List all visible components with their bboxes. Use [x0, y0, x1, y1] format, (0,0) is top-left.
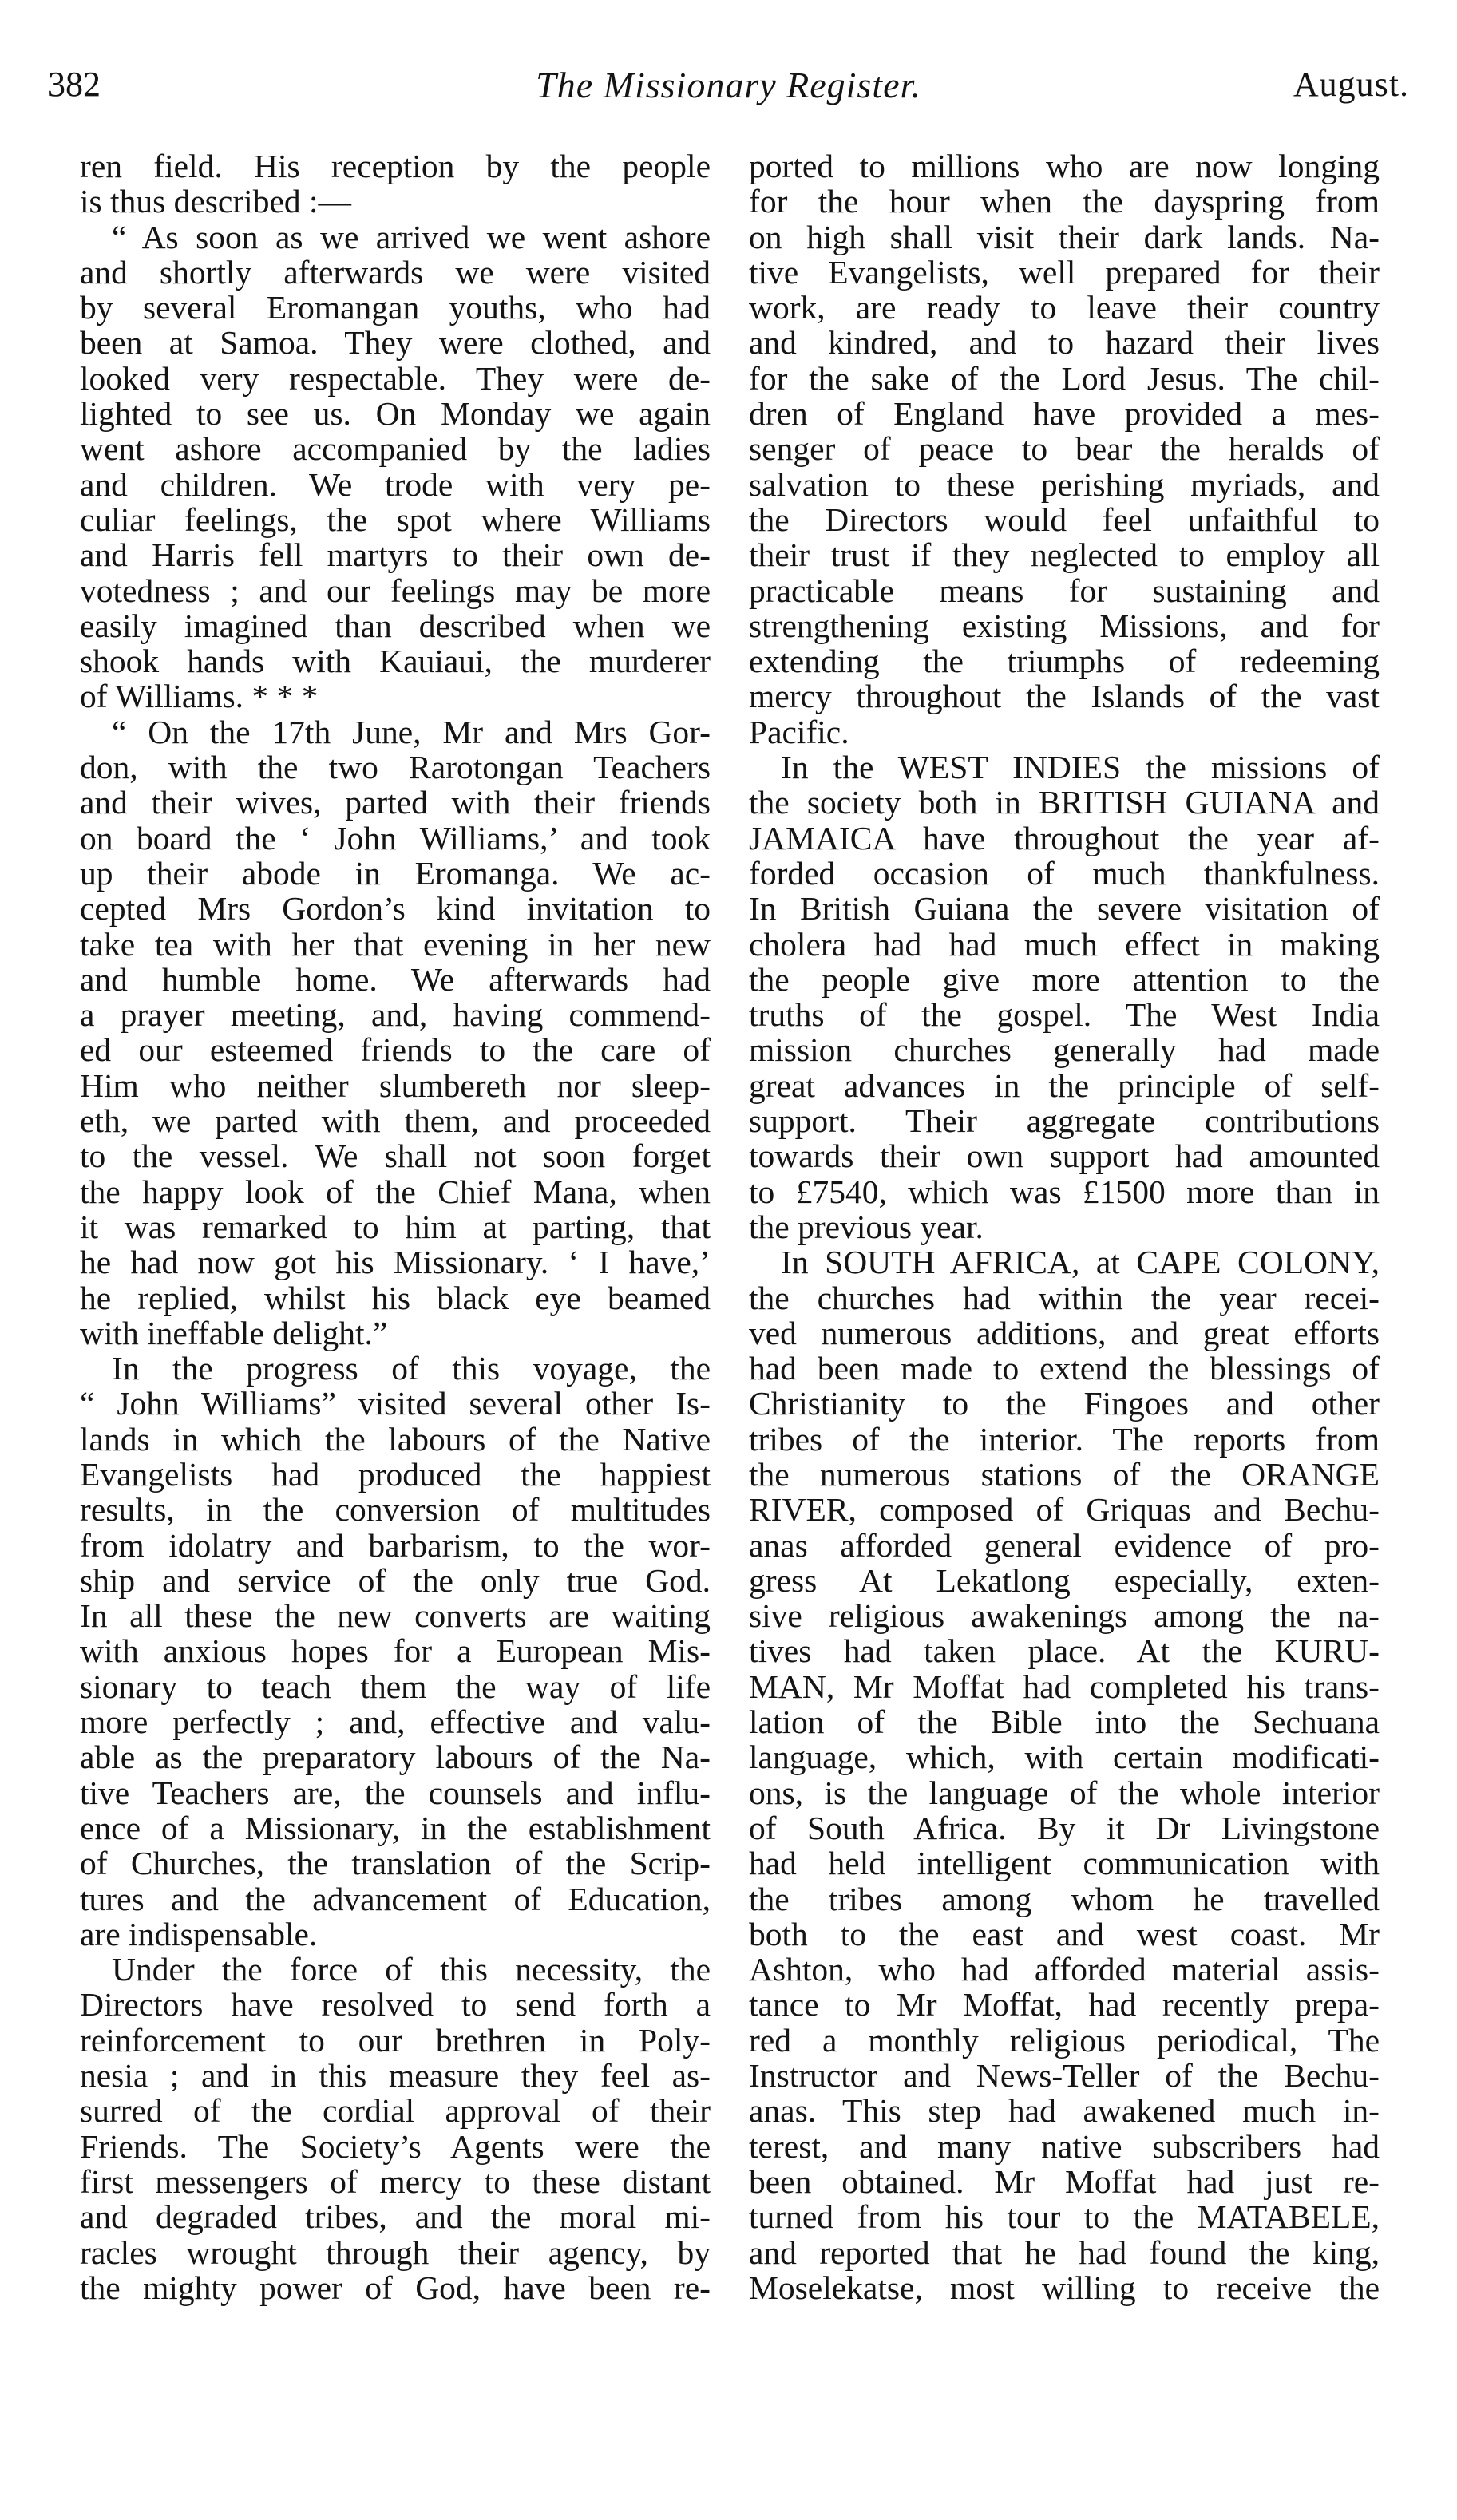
running-header	[48, 64, 1409, 112]
text-line: Moselekatse, most willing to receive the	[749, 2269, 1380, 2306]
text-line: for the sake of the Lord Jesus. The chil-	[749, 359, 1380, 397]
text-line: cholera had had much effect in making	[749, 925, 1380, 963]
text-line: of Williams. * * *	[80, 678, 319, 715]
text-line: In all these the new converts are waiting	[80, 1597, 711, 1635]
text-line: to £7540, which was £1500 more than in	[749, 1173, 1380, 1210]
text-line: senger of peace to bear the heralds of	[749, 430, 1380, 468]
text-line: to the vessel. We shall not soon forget	[80, 1137, 711, 1175]
text-line: towards their own support had amounted	[749, 1137, 1380, 1175]
text-line: dren of England have provided a mes-	[749, 395, 1380, 433]
text-line: anas. This step had awakened much in-	[749, 2092, 1380, 2130]
text-line: on board the ‘ John Williams,’ and took	[80, 819, 711, 856]
text-line: salvation to these perishing myriads, and	[749, 465, 1380, 503]
text-line: of South Africa. By it Dr Livingstone	[749, 1809, 1380, 1846]
page-number: 382	[48, 65, 101, 104]
text-line: the mighty power of God, have been re-	[80, 2269, 711, 2306]
text-line: the previous year.	[749, 1208, 984, 1245]
text-line: Christianity to the Fingoes and other	[749, 1385, 1380, 1422]
text-line: tives had taken place. At the KURU-	[749, 1632, 1380, 1670]
text-line: the Directors would feel unfaithful to	[749, 500, 1380, 538]
text-line: both to the east and west coast. Mr	[749, 1915, 1380, 1952]
text-line: and children. We trode with very pe-	[80, 465, 711, 503]
text-line: by several Eromangan youths, who had	[80, 289, 711, 326]
text-line: tures and the advancement of Education,	[80, 1880, 711, 1917]
text-line: easily imagined than described when we	[80, 607, 711, 644]
text-line: support. Their aggregate contributions	[749, 1102, 1380, 1140]
text-line: culiar feelings, the spot where Williams	[80, 500, 711, 538]
text-line: votedness ; and our feelings may be more	[80, 572, 711, 609]
text-line: Pacific.	[749, 713, 849, 750]
text-line: more perfectly ; and, effective and valu-	[80, 1703, 711, 1741]
text-line: Him who neither slumbereth nor sleep-	[80, 1066, 711, 1104]
journal-title: The Missionary Register.	[536, 65, 921, 105]
text-line: and Harris fell martyrs to their own de-	[80, 536, 711, 574]
text-line: the churches had within the year recei-	[749, 1279, 1380, 1316]
text-line: and shortly afterwards we were visited	[80, 253, 711, 291]
text-line: “ As soon as we arrived we went ashore	[112, 218, 711, 255]
text-line: he had now got his Missionary. ‘ I have,’	[80, 1244, 711, 1281]
text-line: don, with the two Rarotongan Teachers	[80, 749, 711, 786]
text-line: results, in the conversion of multitudes	[80, 1491, 711, 1529]
text-line: from idolatry and barbarism, to the wor-	[80, 1526, 711, 1564]
text-line: and degraded tribes, and the moral mi-	[80, 2198, 711, 2236]
text-line: able as the preparatory labours of the Na-	[80, 1739, 711, 1776]
text-line: their trust if they neglected to employ all	[749, 536, 1380, 574]
text-line: the happy look of the Chief Mana, when	[80, 1173, 711, 1210]
text-line: went ashore accompanied by the ladies	[80, 430, 711, 468]
text-line: the numerous stations of the ORANGE	[749, 1455, 1380, 1493]
text-line: up their abode in Eromanga. We ac-	[80, 854, 711, 892]
text-line: sive religious awakenings among the na-	[749, 1597, 1380, 1635]
text-line: Instructor and News-Teller of the Bechu-	[749, 2057, 1380, 2095]
text-line: for the hour when the dayspring from	[749, 183, 1380, 220]
text-line: MAN, Mr Moffat had completed his trans-	[749, 1667, 1380, 1705]
text-line: lands in which the labours of the Native	[80, 1420, 711, 1458]
text-line: and kindred, and to hazard their lives	[749, 324, 1380, 362]
text-line: Friends. The Society’s Agents were the	[80, 2127, 711, 2165]
text-line: first messengers of mercy to these distant	[80, 2162, 711, 2200]
text-line: been at Samoa. They were clothed, and	[80, 324, 711, 362]
text-line: In the WEST INDIES the missions of	[781, 749, 1380, 786]
text-line: he replied, whilst his black eye beamed	[80, 1279, 711, 1316]
text-line: nesia ; and in this measure they feel as-	[80, 2057, 711, 2095]
text-line: Directors have resolved to send forth a	[80, 1986, 711, 2024]
text-line: mercy throughout the Islands of the vast	[749, 678, 1380, 715]
text-line: truths of the gospel. The West India	[749, 996, 1380, 1034]
text-line: language, which, with certain modificati-	[749, 1739, 1380, 1776]
text-line: tance to Mr Moffat, had recently prepa-	[749, 1986, 1380, 2024]
text-line: had been made to extend the blessings of	[749, 1350, 1380, 1387]
text-line: strengthening existing Missions, and for	[749, 607, 1380, 644]
text-line: eth, we parted with them, and proceeded	[80, 1102, 711, 1140]
text-line: it was remarked to him at parting, that	[80, 1208, 711, 1245]
text-line: looked very respectable. They were de-	[80, 359, 711, 397]
text-line: In the progress of this voyage, the	[112, 1350, 711, 1387]
text-line: mission churches generally had made	[749, 1031, 1380, 1069]
text-line: gress At Lekatlong especially, exten-	[749, 1561, 1380, 1599]
text-line: the society both in BRITISH GUIANA and	[749, 784, 1380, 821]
text-line: terest, and many native subscribers had	[749, 2127, 1380, 2165]
text-line: ported to millions who are now longing	[749, 148, 1380, 184]
text-line: ved numerous additions, and great efforts	[749, 1314, 1380, 1351]
text-line: turned from his tour to the MATABELE,	[749, 2198, 1380, 2236]
text-line: Under the force of this necessity, the	[112, 1951, 711, 1988]
text-line: ren field. His reception by the people	[80, 148, 711, 184]
text-line: shook hands with Kauiaui, the murderer	[80, 643, 711, 680]
text-line: tive Evangelists, well prepared for their	[749, 253, 1380, 291]
text-line: cepted Mrs Gordon’s kind invitation to	[80, 890, 711, 928]
text-line: Ashton, who had afforded material assis-	[749, 1951, 1380, 1988]
text-line: reinforcement to our brethren in Poly-	[80, 2021, 711, 2059]
right-text-column	[749, 148, 1380, 2495]
text-line: surred of the cordial approval of their	[80, 2092, 711, 2130]
text-line: with anxious hopes for a European Mis-	[80, 1632, 711, 1670]
text-line: is thus described :—	[80, 183, 352, 220]
text-line: ship and service of the only true God.	[80, 1561, 711, 1599]
text-line: racles wrought through their agency, by	[80, 2233, 711, 2271]
text-line: been obtained. Mr Moffat had just re-	[749, 2162, 1380, 2200]
text-line: work, are ready to leave their country	[749, 289, 1380, 326]
text-line: the tribes among whom he travelled	[749, 1880, 1380, 1917]
text-line: lation of the Bible into the Sechuana	[749, 1703, 1380, 1741]
header-month: August.	[1293, 65, 1409, 104]
text-line: In SOUTH AFRICA, at CAPE COLONY,	[781, 1244, 1380, 1281]
text-line: on high shall visit their dark lands. Na-	[749, 218, 1380, 255]
text-line: “ John Williams” visited several other Is-	[80, 1385, 711, 1422]
text-line: are indispensable.	[80, 1915, 318, 1952]
text-line: tribes of the interior. The reports from	[749, 1420, 1380, 1458]
text-line: Evangelists had produced the happiest	[80, 1455, 711, 1493]
text-line: and their wives, parted with their friends	[80, 784, 711, 821]
text-line: extending the triumphs of redeeming	[749, 643, 1380, 680]
text-line: the people give more attention to the	[749, 960, 1380, 998]
text-line: “ On the 17th June, Mr and Mrs Gor-	[112, 713, 711, 750]
text-line: anas afforded general evidence of pro-	[749, 1526, 1380, 1564]
text-line: and humble home. We afterwards had	[80, 960, 711, 998]
text-line: with ineffable delight.”	[80, 1314, 388, 1351]
text-line: ence of a Missionary, in the establishment	[80, 1809, 711, 1846]
text-line: of Churches, the translation of the Scrip-	[80, 1845, 711, 1882]
left-text-column	[80, 148, 711, 2495]
text-line: and reported that he had found the king,	[749, 2233, 1380, 2271]
text-line: a prayer meeting, and, having commend-	[80, 996, 711, 1034]
text-line: ons, is the language of the whole interior	[749, 1774, 1380, 1811]
text-line: In British Guiana the severe visitation of	[749, 890, 1380, 928]
text-line: take tea with her that evening in her new	[80, 925, 711, 963]
text-line: sionary to teach them the way of life	[80, 1667, 711, 1705]
text-line: lighted to see us. On Monday we again	[80, 395, 711, 433]
text-line: RIVER, composed of Griquas and Bechu-	[749, 1491, 1380, 1529]
text-line: red a monthly religious periodical, The	[749, 2021, 1380, 2059]
text-line: practicable means for sustaining and	[749, 572, 1380, 609]
text-line: forded occasion of much thankfulness.	[749, 854, 1380, 892]
text-line: tive Teachers are, the counsels and influ-	[80, 1774, 711, 1811]
text-line: JAMAICA have throughout the year af-	[749, 819, 1380, 856]
text-line: ed our esteemed friends to the care of	[80, 1031, 711, 1069]
text-line: had held intelligent communication with	[749, 1845, 1380, 1882]
text-line: great advances in the principle of self-	[749, 1066, 1380, 1104]
